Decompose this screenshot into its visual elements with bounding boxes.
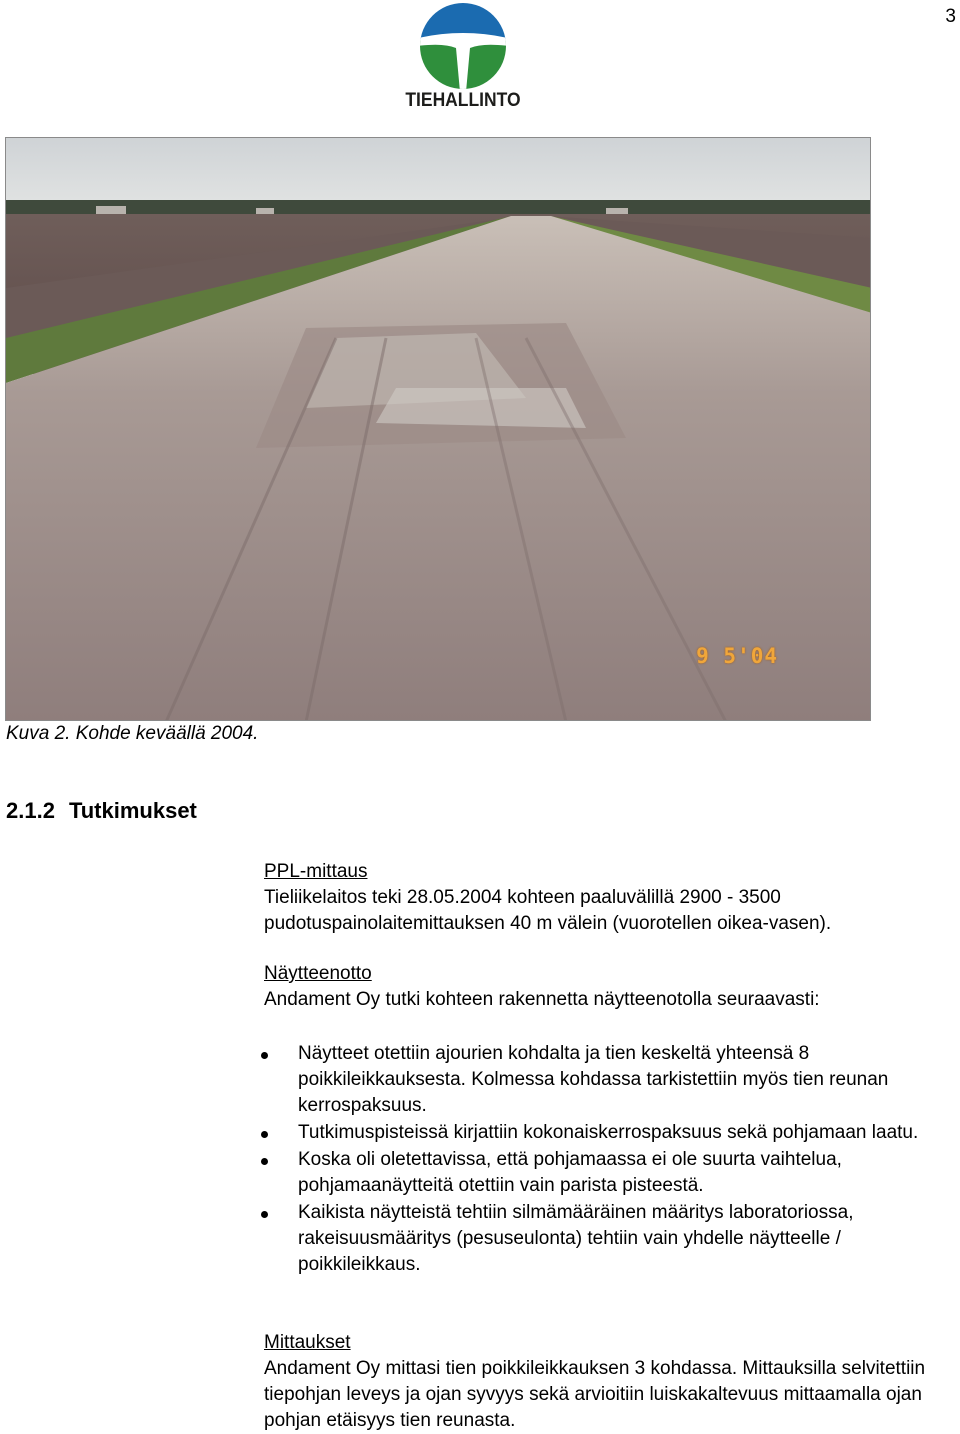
photo-date-stamp: 9 5'04	[696, 644, 778, 668]
mittaukset-title: Mittaukset	[264, 1332, 351, 1353]
list-item: Koska oli oletettavissa, että pohjamaassa ei ole suurta vaihtelua, pohjamaanäytteitä otettiin vain parista pisteestä.	[258, 1147, 958, 1199]
road-photo	[5, 137, 871, 721]
logo-text: TIEHALLINTO	[405, 90, 521, 111]
ppl-title: PPL-mittaus	[264, 861, 368, 882]
list-item: Näytteet otettiin ajourien kohdalta ja tien keskeltä yhteensä 8 poikkileikkauksesta. Kolmessa kohdassa tarkistettiin myös tien reunan kerrospaksuus.	[258, 1041, 958, 1119]
naytteenotto-bullet-list	[258, 1041, 958, 1279]
mittaukset-text: Andament Oy mittasi tien poikkileikkauksen 3 kohdassa. Mittauksilla selvitettiin tiepohjan leveys ja ojan syvyys sekä arvioitiin luiskakaltevuus mittaamalla ojan pohjan etäisyys tien reunasta.	[264, 1358, 926, 1431]
section-heading	[6, 798, 197, 824]
section-title: Tutkimukset	[68, 798, 197, 823]
naytteenotto-title: Näytteenotto	[264, 963, 372, 984]
ppl-section	[264, 859, 956, 937]
list-item: Tutkimuspisteissä kirjattiin kokonaiskerrospaksuus sekä pohjamaan laatu.	[258, 1120, 958, 1146]
gravel-road-image	[6, 138, 871, 721]
tiehallinto-emblem-icon	[400, 2, 526, 92]
mittaukset-section	[264, 1330, 956, 1434]
page-number: 3	[945, 6, 956, 27]
naytteenotto-text: Andament Oy tutki kohteen rakennetta näytteenotolla seuraavasti:	[264, 989, 820, 1010]
figure-caption: Kuva 2. Kohde keväällä 2004.	[6, 723, 259, 744]
section-number: 2.1.2	[6, 798, 55, 823]
ppl-text: Tieliikelaitos teki 28.05.2004 kohteen paaluvälillä 2900 - 3500 pudotuspainolaitemittauksen 40 m välein (vuorotellen oikea-vasen).	[264, 887, 832, 934]
naytteenotto-section	[264, 961, 956, 1013]
list-item: Kaikista näytteistä tehtiin silmämääräinen määritys laboratoriossa, rakeisuusmääritys (pesuseulonta) tehtiin vain yhdelle näytteelle / poikkileikkaus.	[258, 1200, 958, 1278]
tiehallinto-logo	[400, 2, 526, 114]
